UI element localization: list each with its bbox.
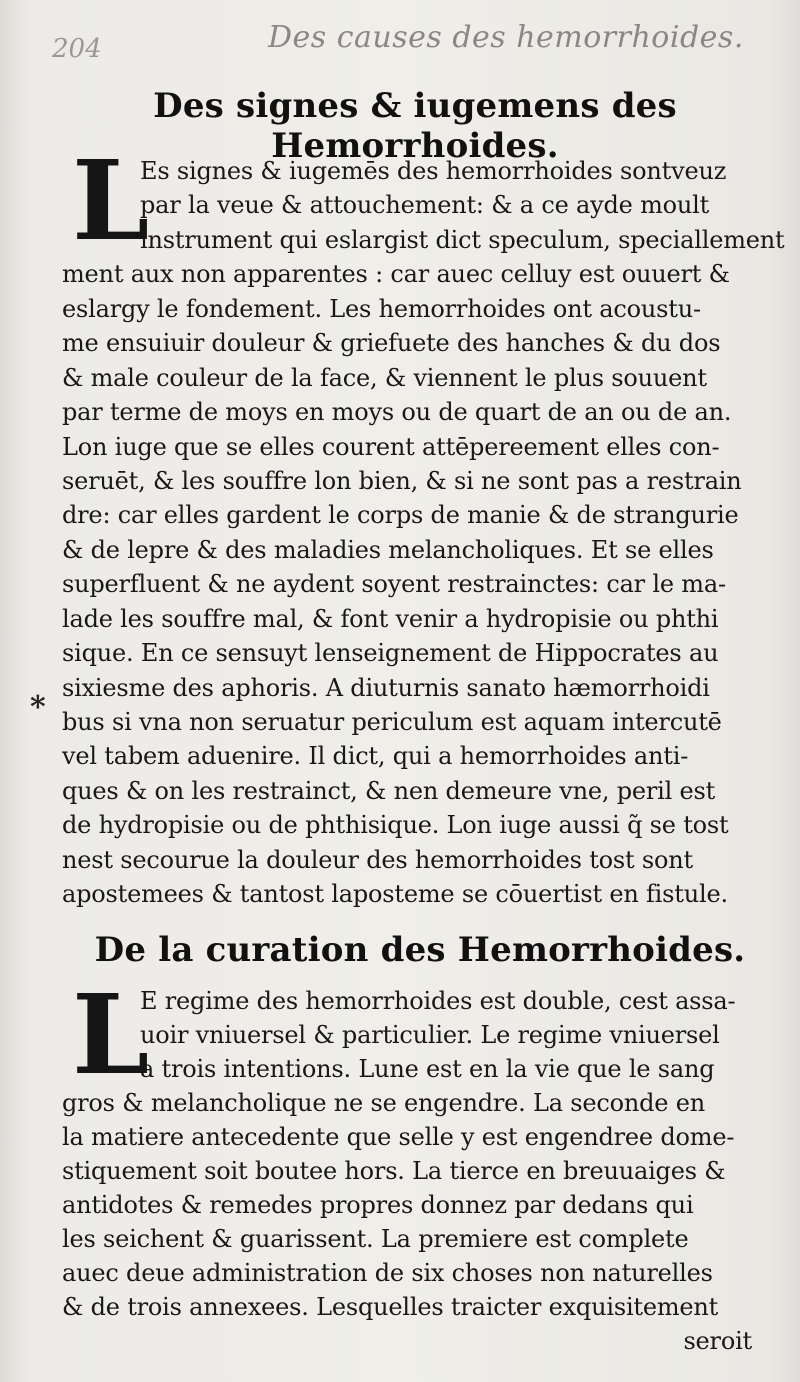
running-title: Des causes des hemorrhoides. — [268, 20, 744, 55]
text-line: par la veue & attouchement: & a ce ayde moult — [140, 191, 710, 220]
text-line: instrument qui eslargist dict speculum, speciallement — [140, 225, 785, 254]
text-line: ques & on les restrainct, & nen demeure vne, peril est — [62, 776, 716, 805]
text-line: a trois intentions. Lune est en la vie que le sang — [140, 1055, 715, 1083]
text-line: sique. En ce sensuyt lenseignement de Hippocrates au — [62, 639, 719, 668]
text-line: & de lepre & des maladies melancholiques. Et se elles — [62, 535, 714, 564]
text-line: de hydropisie ou de phthisique. Lon iuge aussi q̃ se tost — [62, 811, 729, 840]
text-line: les seichent & guarissent. La premiere est complete — [62, 1225, 689, 1253]
text-line: sixiesme des aphoris. A diuturnis sanato hæmorrhoidi — [62, 673, 710, 702]
text-line: uoir vniuersel & particulier. Le regime vniuersel — [140, 1021, 720, 1049]
section-heading-signs: Des signes & iugemens des Hemorrhoides. — [153, 86, 677, 166]
text-line: apostemees & tantost laposteme se cōuertist en fistule. — [62, 880, 728, 909]
text-line: nest secourue la douleur des hemorrhoides tost sont — [62, 845, 693, 874]
text-line: gros & melancholique ne se engendre. La seconde en — [62, 1089, 705, 1117]
text-line: superfluent & ne aydent soyent restrainctes: car le ma- — [62, 570, 726, 599]
text-line: antidotes & remedes propres donnez par dedans qui — [62, 1191, 694, 1219]
text-line: par terme de moys en moys ou de quart de an ou de an. — [62, 398, 732, 427]
text-line: & male couleur de la face, & viennent le plus souuent — [62, 363, 707, 392]
text-line: la matiere antecedente que selle y est engendree dome- — [62, 1123, 735, 1151]
text-line: dre: car elles gardent le corps de manie & de strangurie — [62, 501, 739, 530]
drop-cap: L — [72, 136, 150, 265]
text-line: bus si vna non seruatur periculum est aquam intercutē — [62, 708, 722, 736]
text-line: Es signes & iugemēs des hemorrhoides sontveuz — [140, 157, 727, 185]
marginal-asterisk: * — [30, 690, 46, 725]
text-line: & de trois annexees. Lesquelles traicter exquisitement — [62, 1293, 719, 1321]
text-line: lade les souffre mal, & font venir a hydropisie ou phthi — [62, 604, 719, 633]
text-line: vel tabem aduenire. Il dict, qui a hemorrhoides anti- — [62, 742, 689, 771]
text-line: ment aux non apparentes : car auec celluy est ouuert & — [62, 260, 730, 289]
text-line: seruēt, & les souffre lon bien, & si ne sont pas a restrain — [62, 466, 742, 495]
text-line: eslargy le fondement. Les hemorrhoides ont acoustu- — [62, 294, 701, 323]
text-line: Lon iuge que se elles courent attēpereement elles con- — [62, 432, 720, 461]
section-heading-curation: De la curation des Hemorrhoides. — [94, 930, 746, 970]
text-line: stiquement soit boutee hors. La tierce en breuuaiges & — [62, 1157, 726, 1185]
text-line: auec deue administration de six choses non naturelles — [62, 1259, 713, 1287]
catchword: seroit — [683, 1327, 752, 1355]
section-body-signs — [62, 136, 785, 912]
text-line: E regime des hemorrhoides est double, cest assa- — [140, 987, 736, 1015]
text-line: me ensuiuir douleur & griefuete des hanches & du dos — [62, 329, 721, 358]
page-number: 204 — [52, 34, 102, 64]
drop-cap: L — [72, 970, 150, 1099]
section-body-curation — [62, 970, 772, 1358]
